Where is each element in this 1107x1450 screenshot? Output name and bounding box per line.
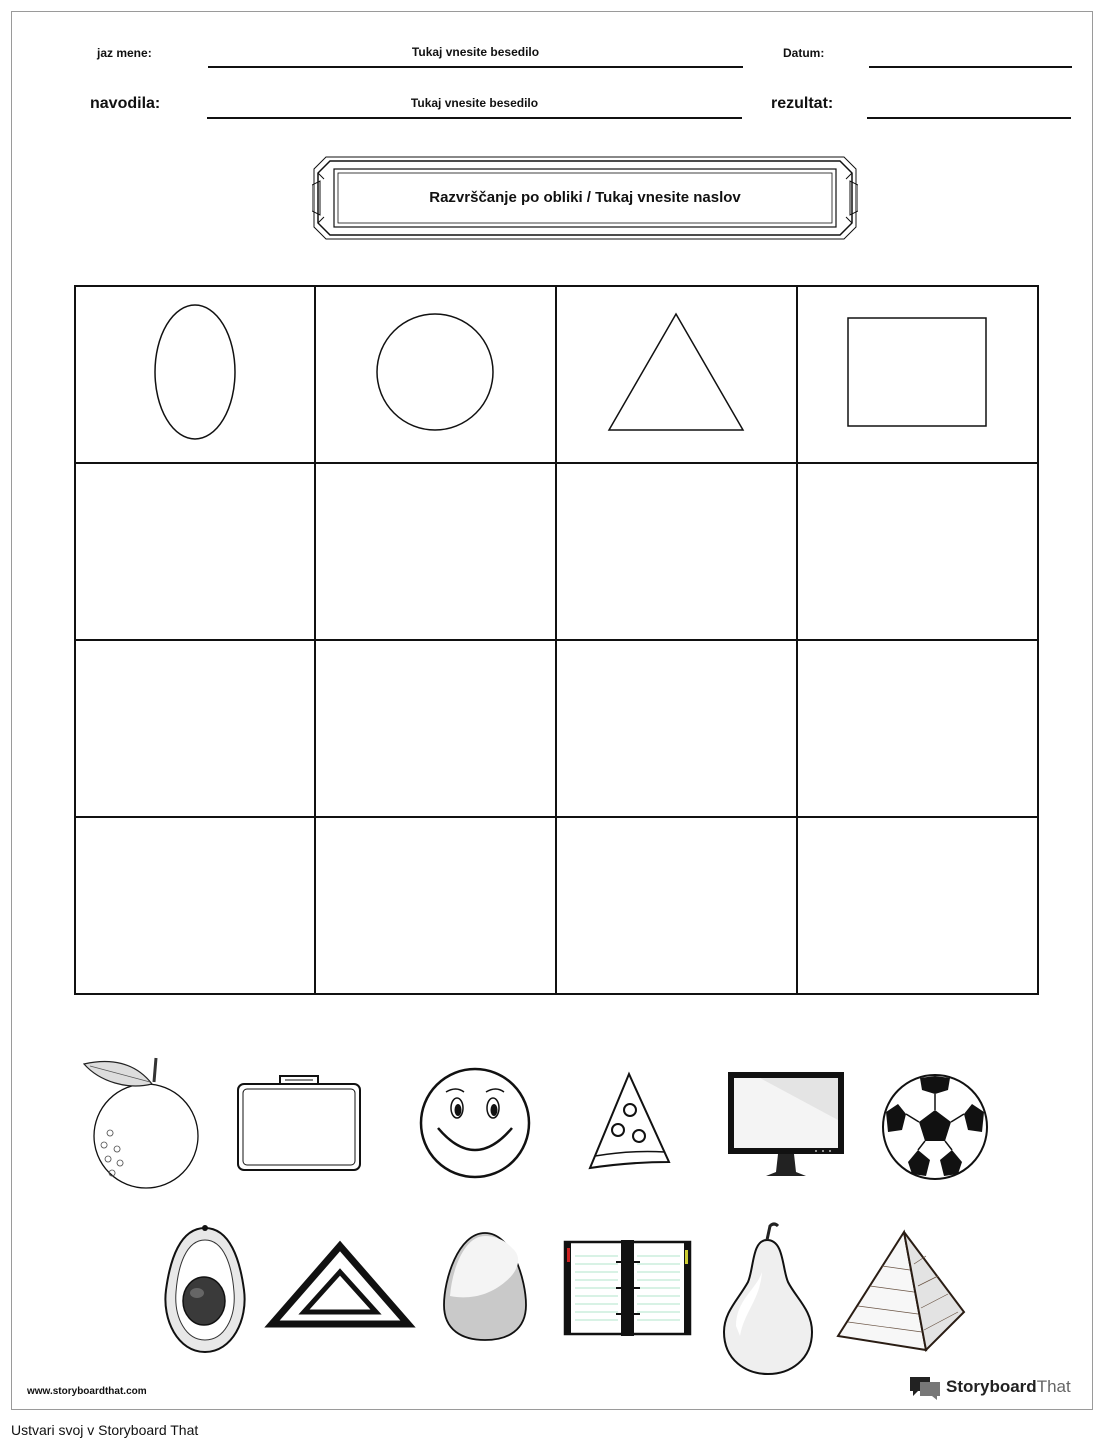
- orange-icon[interactable]: [84, 1058, 198, 1188]
- briefcase-icon[interactable]: [238, 1076, 360, 1170]
- pyramid-icon[interactable]: [838, 1232, 964, 1350]
- score-label: rezultat:: [771, 95, 834, 112]
- pear-icon[interactable]: [724, 1224, 812, 1374]
- date-label: Datum:: [783, 46, 825, 60]
- storyboardthat-logo[interactable]: [908, 1374, 1071, 1400]
- brand-name: [946, 1377, 1071, 1397]
- instructions-label: navodila:: [90, 95, 161, 112]
- soccer-ball-icon[interactable]: [883, 1075, 987, 1179]
- avocado-icon[interactable]: [165, 1225, 244, 1352]
- planner-notebook-icon[interactable]: [565, 1240, 690, 1336]
- speech-bubble-icon: [908, 1374, 942, 1400]
- pizza-slice-icon[interactable]: [590, 1074, 669, 1168]
- triangle-ruler-icon[interactable]: [272, 1246, 408, 1324]
- name-label: jaz mene:: [97, 46, 152, 60]
- brand-name-light: That: [1036, 1377, 1071, 1396]
- smiley-face-icon[interactable]: [421, 1069, 529, 1177]
- computer-monitor-icon[interactable]: [728, 1072, 844, 1176]
- page-caption[interactable]: Ustvari svoj v Storyboard That: [11, 1422, 199, 1438]
- worksheet-title[interactable]: Razvrščanje po obliki / Tukaj vnesite naslov: [429, 189, 741, 206]
- brand-name-strong: Storyboard: [946, 1377, 1037, 1396]
- name-field-text[interactable]: Tukaj vnesite besedilo: [411, 45, 540, 59]
- instructions-field-text[interactable]: Tukaj vnesite besedilo: [410, 96, 539, 110]
- egg-icon[interactable]: [444, 1233, 526, 1340]
- footer-url[interactable]: www.storyboardthat.com: [27, 1386, 147, 1397]
